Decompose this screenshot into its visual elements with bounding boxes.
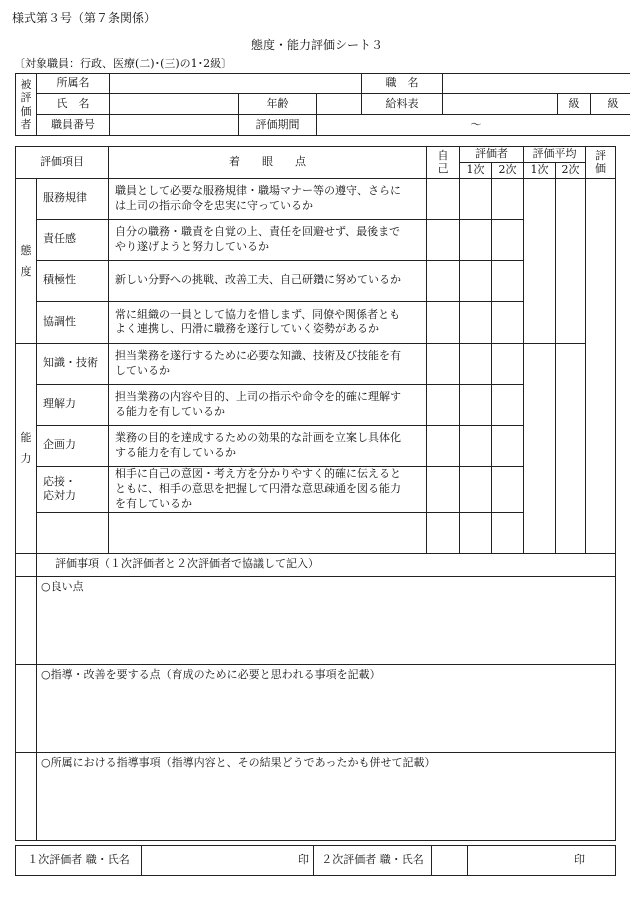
self-score-cell[interactable]	[427, 512, 460, 553]
evaluatee-side-label: 被 評 価 者	[16, 74, 37, 136]
improvement-box[interactable]	[37, 664, 616, 752]
self-score-cell[interactable]	[427, 466, 460, 512]
guidance-label: ○所属における指導事項（指導内容と、その結果どうであったかも併せて記載）	[41, 755, 436, 769]
header-evaluator-second: 2次	[492, 162, 524, 178]
blank-item[interactable]	[37, 512, 109, 553]
header-average-first: 1次	[524, 162, 556, 178]
viewpoint-text: 新しい分野への挑戦、改善工夫、自己研鑽に努めているか	[109, 260, 427, 301]
first-score-cell[interactable]	[460, 219, 492, 260]
group-attitude: 態 度	[16, 178, 37, 343]
evaluation-table	[15, 146, 616, 841]
second-score-cell[interactable]	[492, 343, 524, 384]
target-staff: 〔対象職員：行政、医療(二)･(三)の1･2級〕	[14, 57, 233, 70]
evaluatee-table	[15, 73, 630, 136]
remarks-title: 評価事項（１次評価者と２次評価者で協議して記入）	[37, 553, 616, 576]
position-label: 職 名	[362, 74, 443, 94]
item-label: 協調性	[37, 301, 109, 343]
attitude-average-first[interactable]	[524, 178, 556, 343]
viewpoint-text: 担当業務を遂行するために必要な知識、技術及び技能を有 しているか	[109, 343, 427, 384]
staff-number-field[interactable]	[110, 115, 239, 136]
blank-viewpoint[interactable]	[109, 512, 427, 553]
viewpoint-text: 担当業務の内容や目的、上司の指示や命令を的確に理解す る能力を有しているか	[109, 384, 427, 425]
age-label: 年齢	[239, 94, 317, 115]
first-evaluator-seal[interactable]	[142, 846, 314, 876]
affiliation-field[interactable]	[110, 74, 362, 94]
item-label: 理解力	[37, 384, 109, 425]
remarks-left-margin	[16, 576, 37, 664]
staff-number-label: 職員番号	[37, 115, 110, 136]
viewpoint-text: 業務の目的を達成するための効果的な計画を立案し具体化 する能力を有しているか	[109, 425, 427, 466]
self-score-cell[interactable]	[427, 178, 460, 219]
second-evaluator-position[interactable]	[432, 846, 468, 876]
header-average: 評価平均	[524, 147, 586, 163]
good-points-box[interactable]	[37, 576, 616, 664]
final-score-cell[interactable]	[586, 178, 616, 553]
first-score-cell[interactable]	[460, 343, 492, 384]
first-score-cell[interactable]	[460, 466, 492, 512]
salary-table-label: 給料表	[362, 94, 443, 115]
age-field[interactable]	[317, 94, 362, 115]
name-field[interactable]	[110, 94, 239, 115]
period-label: 評価期間	[239, 115, 317, 136]
first-score-cell[interactable]	[460, 425, 492, 466]
signature-table	[15, 845, 616, 876]
second-evaluator-label: ２次評価者 職・氏名	[314, 846, 432, 876]
improvement-label: ○指導・改善を要する点（育成のために必要と思われる事項を記載）	[41, 667, 381, 681]
grade-label: 級	[558, 94, 591, 115]
self-score-cell[interactable]	[427, 343, 460, 384]
period-range[interactable]: 〜	[317, 115, 630, 136]
second-score-cell[interactable]	[492, 425, 524, 466]
second-score-cell[interactable]	[492, 384, 524, 425]
affiliation-label: 所属名	[37, 74, 110, 94]
second-score-cell[interactable]	[492, 512, 524, 553]
header-evaluator: 評価者	[460, 147, 524, 163]
self-score-cell[interactable]	[427, 219, 460, 260]
first-score-cell[interactable]	[460, 260, 492, 301]
guidance-box[interactable]	[37, 752, 616, 840]
header-average-second: 2次	[556, 162, 586, 178]
item-label: 企画力	[37, 425, 109, 466]
item-label: 知識・技術	[37, 343, 109, 384]
form-number: 様式第３号（第７条関係）	[12, 11, 157, 25]
item-label: 応接・ 応対力	[37, 466, 109, 512]
page-title: 態度・能力評価シート３	[251, 38, 384, 52]
remarks-left-margin	[16, 553, 37, 576]
attitude-average-second[interactable]	[556, 178, 586, 343]
item-label: 責任感	[37, 219, 109, 260]
viewpoint-text: 職員として必要な服務規律・職場マナー等の遵守、さらに は上司の指示命令を忠実に守っているか	[109, 178, 427, 219]
first-score-cell[interactable]	[460, 178, 492, 219]
good-points-label: ○良い点	[41, 579, 84, 593]
ability-average-second[interactable]	[556, 343, 586, 553]
header-item: 評価項目	[16, 147, 109, 179]
remarks-left-margin	[16, 752, 37, 840]
viewpoint-text: 常に組織の一員として協力を惜しまず、同僚や関係者とも よく連携し、円滑に職務を遂行していく姿勢があるか	[109, 301, 427, 343]
first-score-cell[interactable]	[460, 512, 492, 553]
second-evaluator-seal[interactable]	[468, 846, 616, 876]
grade-label-2: 級	[591, 94, 630, 115]
second-score-cell[interactable]	[492, 260, 524, 301]
seal-mark: 印	[298, 853, 309, 867]
salary-table-field[interactable]	[443, 94, 558, 115]
header-viewpoint: 着 眼 点	[109, 147, 427, 179]
second-score-cell[interactable]	[492, 301, 524, 343]
item-label: 積極性	[37, 260, 109, 301]
self-score-cell[interactable]	[427, 301, 460, 343]
ability-average-first[interactable]	[524, 343, 556, 553]
remarks-left-margin	[16, 664, 37, 752]
self-score-cell[interactable]	[427, 260, 460, 301]
name-label: 氏 名	[37, 94, 110, 115]
seal-mark: 印	[574, 853, 585, 867]
viewpoint-text: 自分の職務・職責を自覚の上、責任を回避せず、最後まで やり遂げようと努力しているか	[109, 219, 427, 260]
first-score-cell[interactable]	[460, 384, 492, 425]
second-score-cell[interactable]	[492, 466, 524, 512]
first-score-cell[interactable]	[460, 301, 492, 343]
self-score-cell[interactable]	[427, 384, 460, 425]
group-ability: 能 力	[16, 343, 37, 553]
header-self: 自 己	[427, 147, 460, 179]
item-label: 服務規律	[37, 178, 109, 219]
header-final: 評 価	[586, 147, 616, 179]
header-evaluator-first: 1次	[460, 162, 492, 178]
second-score-cell[interactable]	[492, 219, 524, 260]
viewpoint-text: 相手に自己の意図・考え方を分かりやすく的確に伝えると ともに、相手の意思を把握して円滑な意思疎通を図る能力 を有しているか	[109, 466, 427, 512]
second-score-cell[interactable]	[492, 178, 524, 219]
first-evaluator-label: １次評価者 職・氏名	[16, 846, 142, 876]
position-field[interactable]	[443, 74, 630, 94]
self-score-cell[interactable]	[427, 425, 460, 466]
